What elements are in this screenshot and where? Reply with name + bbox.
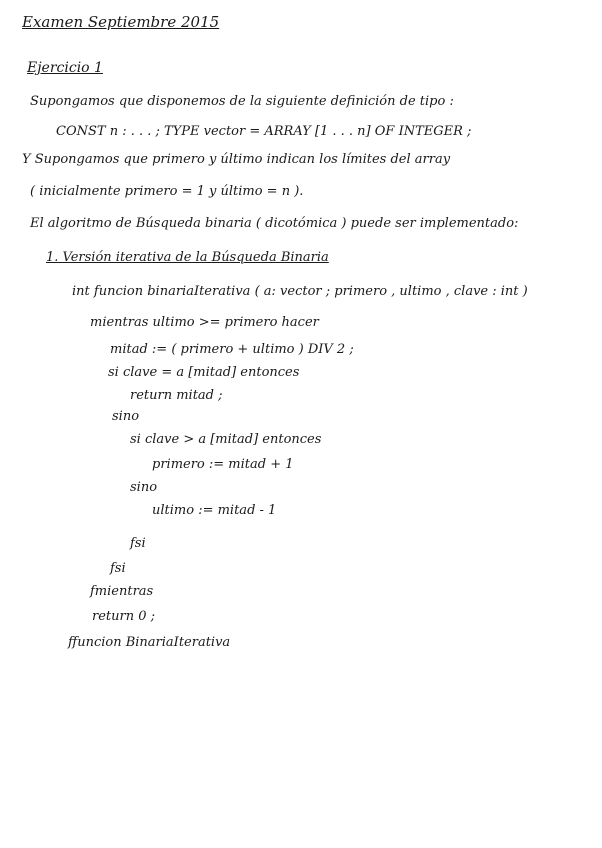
intro-line: El algoritmo de Búsqueda binaria ( dicotómica ) puede ser implementado: bbox=[30, 216, 519, 231]
code-line: int funcion binariaIterativa ( a: vector ; primero , ultimo , clave : int ) bbox=[72, 284, 528, 299]
code-line: ffuncion BinariaIterativa bbox=[68, 635, 231, 650]
code-line: fmientras bbox=[90, 584, 154, 599]
code-line: return 0 ; bbox=[92, 609, 156, 624]
section-heading: 1. Versión iterativa de la Búsqueda Binaria bbox=[46, 250, 329, 265]
type-definition-line: CONST n : . . . ; TYPE vector = ARRAY [1 . . . n] OF INTEGER ; bbox=[56, 124, 472, 139]
code-line: si clave > a [mitad] entonces bbox=[130, 432, 322, 447]
intro-line: Supongamos que disponemos de la siguiente definición de tipo : bbox=[30, 94, 454, 109]
intro-line: Y Supongamos que primero y último indican los límites del array bbox=[22, 152, 451, 167]
intro-line: ( inicialmente primero = 1 y último = n ). bbox=[30, 184, 304, 199]
code-line: ultimo := mitad - 1 bbox=[152, 503, 277, 518]
page-title: Examen Septiembre 2015 bbox=[22, 13, 220, 31]
code-line: sino bbox=[112, 409, 140, 424]
code-line: si clave = a [mitad] entonces bbox=[108, 365, 300, 380]
code-line: fsi bbox=[130, 536, 146, 551]
exercise-heading: Ejercicio 1 bbox=[27, 60, 103, 76]
code-line: mientras ultimo >= primero hacer bbox=[90, 315, 319, 330]
code-line: primero := mitad + 1 bbox=[152, 457, 294, 472]
code-line: fsi bbox=[110, 561, 126, 576]
code-line: mitad := ( primero + ultimo ) DIV 2 ; bbox=[110, 342, 354, 357]
code-line: return mitad ; bbox=[130, 388, 223, 403]
code-line: sino bbox=[130, 480, 158, 495]
